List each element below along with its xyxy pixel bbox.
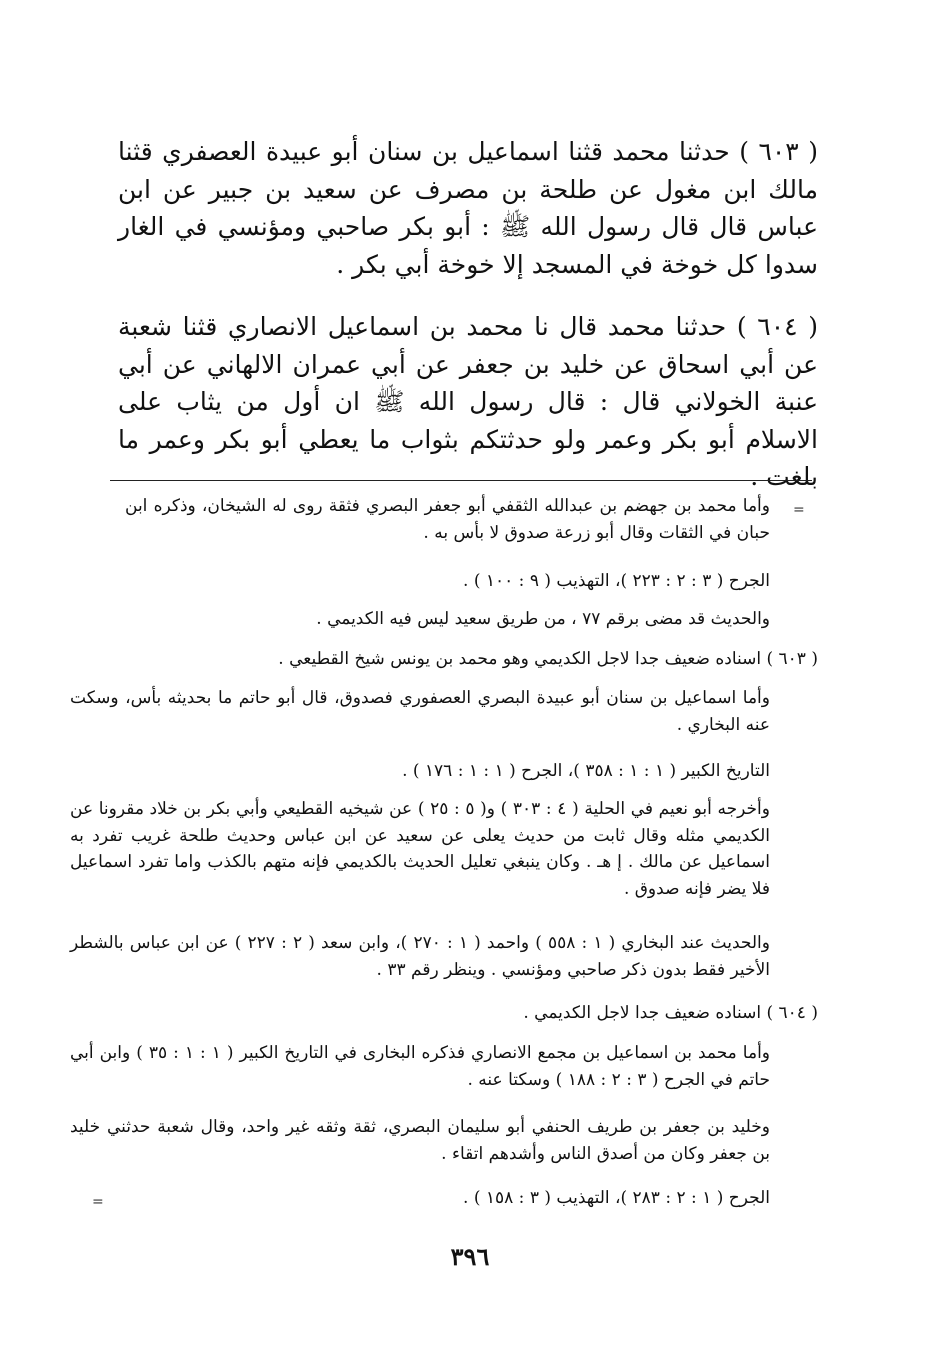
- footnote-604-para-1: وأما محمد بن اسماعيل بن مجمع الانصاري فذكره البخارى في التاريخ الكبير ( ١ : ١ : ٣٥ ) وابن أبي حاتم في الجرح ( ٣ : ٢ : ١٨٨ ) وسكتا عنه .: [70, 1043, 770, 1090]
- footnote-separator: [110, 480, 812, 481]
- footnote-604-para-3: الجرح ( ١ : ٢ : ٢٨٣ )، التهذيب ( ٣ : ١٥٨ ) .: [463, 1188, 770, 1208]
- continuation-mark-top: =: [793, 502, 805, 518]
- footnote-603-para-1: وأما اسماعيل بن سنان أبو عبيدة البصري العصفوري فصدوق، قال أبو حاتم ما بحديثه بأس، وسكت عنه البخاري .: [70, 688, 770, 735]
- footnote-continued-3: والحديث قد مضى برقم ٧٧ ، من طريق سعيد ليس فيه الكديمي .: [316, 609, 770, 629]
- continuation-mark-bottom: =: [92, 1194, 104, 1210]
- hadith-604-text: ( ٦٠٤ ) حدثنا محمد قال نا محمد بن اسماعيل الانصاري قثنا شعبة عن أبي اسحاق عن خليد بن جعفر عن أبي عمران الالهاني عن أبي عنبة الخولاني قال : قال رسول الله ﷺ ان أول من يثاب على الاسلام أبو بكر وعمر ولو حدثتكم بثواب ما يعطي أبو بكر وعمر ما بلغت .: [118, 312, 819, 491]
- footnote-continued-1: وأما محمد بن جهضم بن عبدالله الثقفي أبو جعفر البصري فثقة روى له الشيخان، وذكره ابن حبان في الثقات وقال أبو زرعة صدوق لا بأس به .: [125, 496, 770, 543]
- footnote-604-heading: ( ٦٠٤ ) اسناده ضعيف جدا لاجل الكديمي .: [523, 1003, 818, 1023]
- hadith-603: [118, 133, 818, 283]
- footnote-603-para-4: والحديث عند البخاري ( ١ : ٥٥٨ ) واحمد ( ١ : ٢٧٠ )، وابن سعد ( ٢ : ٢٢٧ ) عن ابن عباس بالشطر الأخير فقط بدون ذكر صاحبي ومؤنسي . وينظر رقم ٣٣ .: [70, 933, 770, 980]
- footnote-604-para-2: وخليد بن جعفر بن طريف الحنفي أبو سليمان البصري، ثقة وثقه غير واحد، وقال شعبة حدثني خليد بن جعفر وكان من أصدق الناس وأشدهم اتقاء .: [70, 1117, 770, 1164]
- footnote-603-para-3: وأخرجه أبو نعيم في الحلية ( ٤ : ٣٠٣ ) و( ٥ : ٢٥ ) عن شيخيه القطيعي وأبي بكر بن خلاد مقرونا عن الكديمي مثله وقال ثابت من حديث يعلى عن سعيد عن ابن عباس وحديث طلحة غريب تفرد به اسماعيل عن مالك . إ هـ . وكان ينبغي تعليل الحديث بالكديمي فإنه متهم بالكذب واما تفرد اسماعيل فلا يضر فإنه صدوق .: [70, 799, 770, 899]
- hadith-604: [118, 308, 818, 496]
- footnote-603-heading: ( ٦٠٣ ) اسناده ضعيف جدا لاجل الكديمي وهو محمد بن يونس شيخ القطيعي .: [278, 649, 818, 669]
- page-number: ٣٩٦: [450, 1242, 490, 1271]
- footnote-603-para-2: التاريخ الكبير ( ١ : ١ : ٣٥٨ )، الجرح ( ١ : ١ : ١٧٦ ) .: [402, 761, 770, 781]
- footnote-continued-2: الجرح ( ٣ : ٢ : ٢٢٣ )، التهذيب ( ٩ : ١٠٠ ) .: [463, 571, 770, 591]
- hadith-603-text: ( ٦٠٣ ) حدثنا محمد قثنا اسماعيل بن سنان أبو عبيدة العصفري قثنا مالك ابن مغول عن طلحة بن مصرف عن سعيد بن جبير عن ابن عباس قال قال رسول الله ﷺ : أبو بكر صاحبي ومؤنسي في الغار سدوا كل خوخة في المسجد إلا خوخة أبي بكر .: [118, 137, 818, 279]
